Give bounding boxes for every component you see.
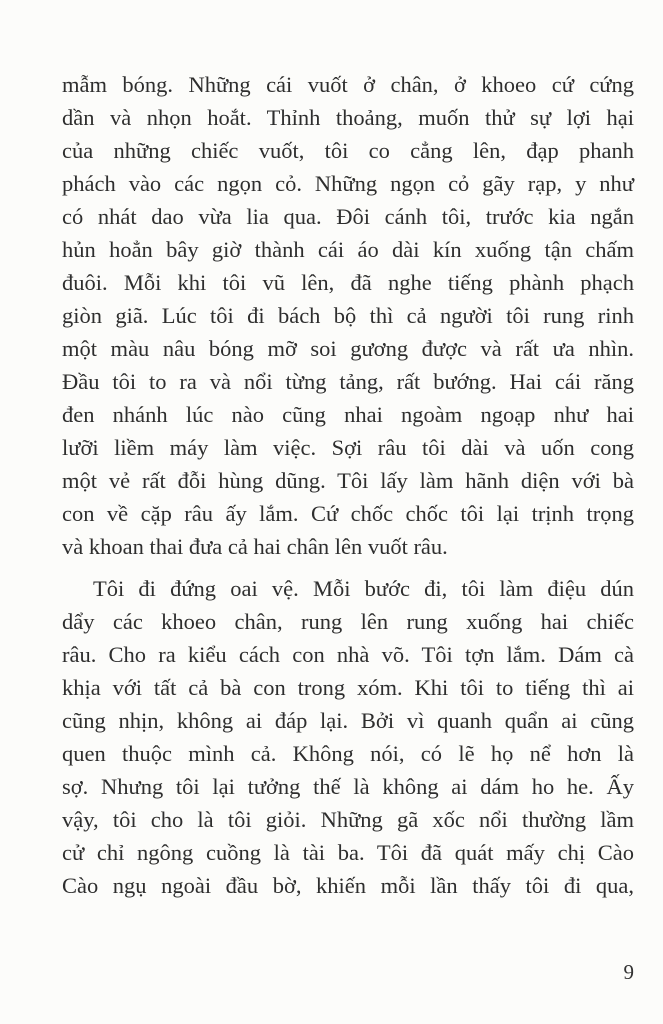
text-line: Đầu tôi to ra và nổi từng tảng, rất bướng. Hai cái răng [62, 369, 634, 394]
text-line: khịa với tất cả bà con trong xóm. Khi tôi to tiếng thì ai [62, 675, 634, 700]
text-line: râu. Cho ra kiểu cách con nhà võ. Tôi tợn lắm. Dám cà [62, 642, 634, 667]
text-line: dẩy các khoeo chân, rung lên rung xuống hai chiếc [62, 609, 634, 634]
text-line: Cào ngụ ngoài đầu bờ, khiến mỗi lần thấy tôi đi qua, [62, 873, 634, 898]
text-line: cử chỉ ngông cuồng là tài ba. Tôi đã quát mấy chị Cào [62, 840, 634, 865]
text-line: vậy, tôi cho là tôi giỏi. Những gã xốc nổi thường lầm [62, 807, 634, 832]
text-line: và khoan thai đưa cả hai chân lên vuốt râu. [62, 534, 448, 559]
text-line: Tôi đi đứng oai vệ. Mỗi bước đi, tôi làm điệu dún [93, 576, 634, 601]
text-line: dần và nhọn hoắt. Thỉnh thoảng, muốn thử sự lợi hại [62, 105, 634, 130]
text-line: có nhát dao vừa lia qua. Đôi cánh tôi, trước kia ngắn [62, 204, 634, 229]
text-line: mẫm bóng. Những cái vuốt ở chân, ở khoeo cứ cứng [62, 72, 634, 97]
paragraph-2 [62, 572, 634, 902]
text-line: sợ. Nhưng tôi lại tưởng thế là không ai dám ho he. Ấy [62, 774, 634, 799]
text-line: một màu nâu bóng mỡ soi gương được và rất ưa nhìn. [62, 336, 634, 361]
text-line: của những chiếc vuốt, tôi co cẳng lên, đạp phanh [62, 138, 634, 163]
text-line: một vẻ rất đỗi hùng dũng. Tôi lấy làm hãnh diện với bà [62, 468, 634, 493]
text-line: hủn hoẳn bây giờ thành cái áo dài kín xuống tận chấm [62, 237, 634, 262]
text-line: quen thuộc mình cả. Không nói, có lẽ họ nể hơn là [62, 741, 634, 766]
page-body [62, 68, 634, 902]
page-number: 9 [623, 960, 634, 984]
text-line: đen nhánh lúc nào cũng nhai ngoàm ngoạp như hai [62, 402, 634, 427]
paragraph-1 [62, 68, 634, 563]
text-line: phách vào các ngọn cỏ. Những ngọn cỏ gãy rạp, y như [62, 171, 634, 196]
text-line: lưỡi liềm máy làm việc. Sợi râu tôi dài và uốn cong [62, 435, 634, 460]
text-line: đuôi. Mỗi khi tôi vũ lên, đã nghe tiếng phành phạch [62, 270, 634, 295]
text-line: con về cặp râu ấy lắm. Cứ chốc chốc tôi lại trịnh trọng [62, 501, 634, 526]
text-line: cũng nhịn, không ai đáp lại. Bởi vì quanh quẩn ai cũng [62, 708, 634, 733]
text-line: giòn giã. Lúc tôi đi bách bộ thì cả người tôi rung rinh [62, 303, 634, 328]
